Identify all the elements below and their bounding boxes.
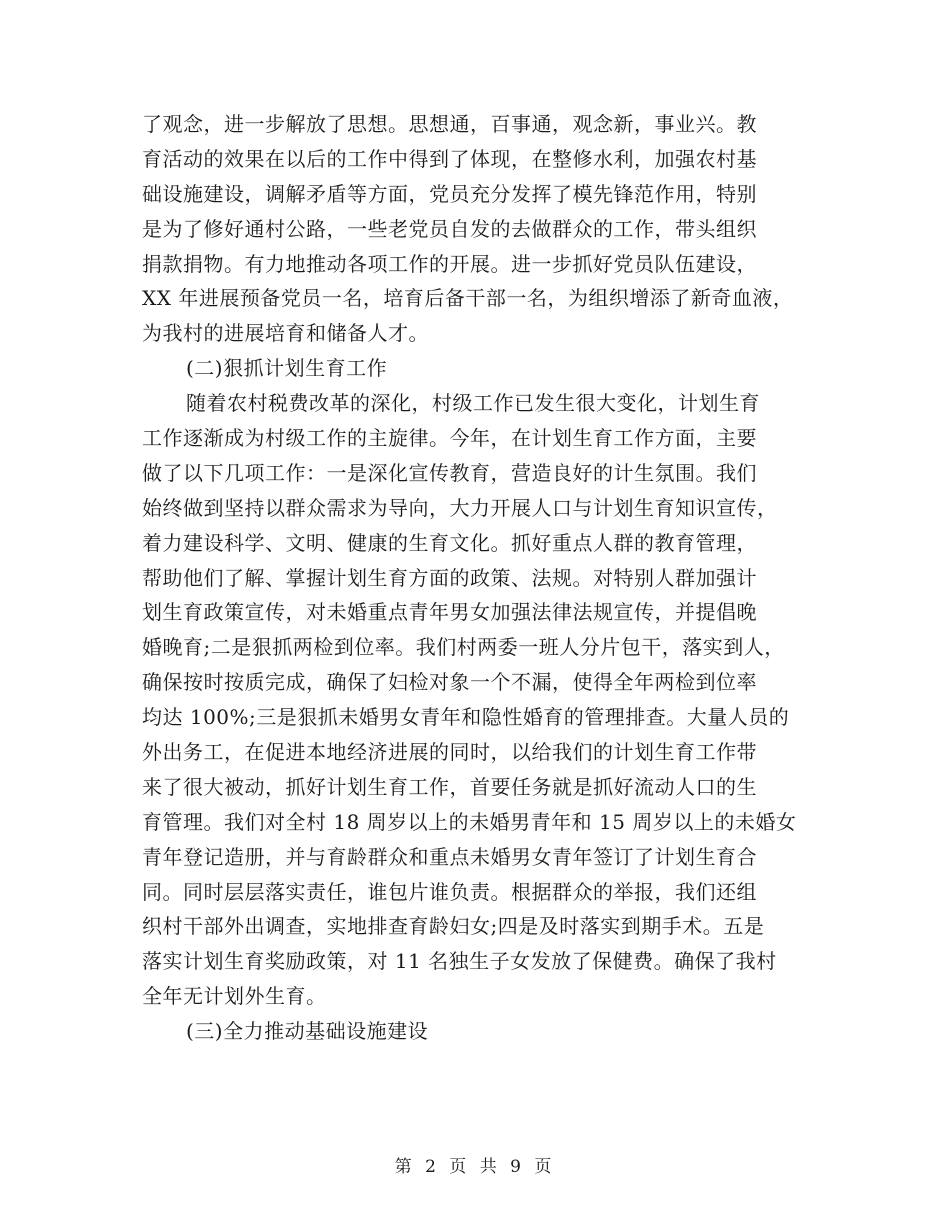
body-line: 捐款捐物。有力地推动各项工作的开展。进一步抓好党员队伍建设， [142,251,757,276]
body-line: 全年无计划外生育。 [142,984,327,1009]
body-line: 了观念，进一步解放了思想。思想通，百事通，观念新，事业兴。教 [142,112,757,136]
document-body [142,107,822,1049]
body-line: 育活动的效果在以后的工作中得到了体现，在整修水利，加强农村基 [142,146,757,171]
body-line: 外出务工，在促进本地经济进展的同时，以给我们的计划生育工作带 [142,740,757,765]
body-line: XX 年进展预备党员一名，培育后备干部一名，为组织增添了新奇血液， [142,286,794,311]
paragraph-first-line: 随着农村税费改革的深化，村级工作已发生很大变化，计划生育 [186,391,760,416]
body-line: 同。同时层层落实责任，谁包片谁负责。根据群众的举报，我们还组 [142,879,757,904]
body-line: 落实计划生育奖励政策，对 11 名独生子女发放了保健费。确保了我村 [142,949,777,974]
body-line: 确保按时按质完成，确保了妇检对象一个不漏，使得全年两检到位率 [142,670,757,695]
body-line: 始终做到坚持以群众需求为导向，大力开展人口与计划生育知识宣传， [142,495,778,520]
body-line: 育管理。我们对全村 18 周岁以上的未婚男青年和 15 周岁以上的未婚女 [142,809,797,834]
body-line: 划生育政策宣传，对未婚重点青年男女加强法律法规宣传，并提倡晚 [142,600,757,625]
body-line: 婚晚育;二是狠抓两检到位率。我们村两委一班人分片包干，落实到人， [142,635,785,660]
body-line: 础设施建设，调解矛盾等方面，党员充分发挥了模先锋范作用，特别 [142,181,757,206]
body-line: 均达 100%;三是狠抓未婚男女青年和隐性婚育的管理排查。大量人员的 [142,705,790,730]
body-line: 帮助他们了解、掌握计划生育方面的政策、法规。对特别人群加强计 [142,565,757,590]
body-line: 青年登记造册，并与育龄群众和重点未婚男女青年签订了计划生育合 [142,844,757,869]
body-line: 为我村的进展培育和储备人才。 [142,321,429,346]
body-line: 是为了修好通村公路，一些老党员自发的去做群众的工作，带头组织 [142,216,757,241]
section-heading: (二)狠抓计划生育工作 [186,356,388,381]
body-line: 做了以下几项工作：一是深化宣传教育，营造良好的计生氛围。我们 [142,460,757,485]
body-line: 织村干部外出调查，实地排查育龄妇女;四是及时落实到期手术。五是 [142,914,765,939]
body-line: 来了很大被动，抓好计划生育工作，首要任务就是抓好流动人口的生 [142,774,757,799]
body-line: 工作逐渐成为村级工作的主旋律。今年，在计划生育工作方面，主要 [142,426,757,451]
body-line: 着力建设科学、文明、健康的生育文化。抓好重点人群的教育管理， [142,530,757,555]
section-heading: (三)全力推动基础设施建设 [186,1019,429,1044]
page-number-footer: 第 2 页 共 9 页 [394,1157,556,1177]
